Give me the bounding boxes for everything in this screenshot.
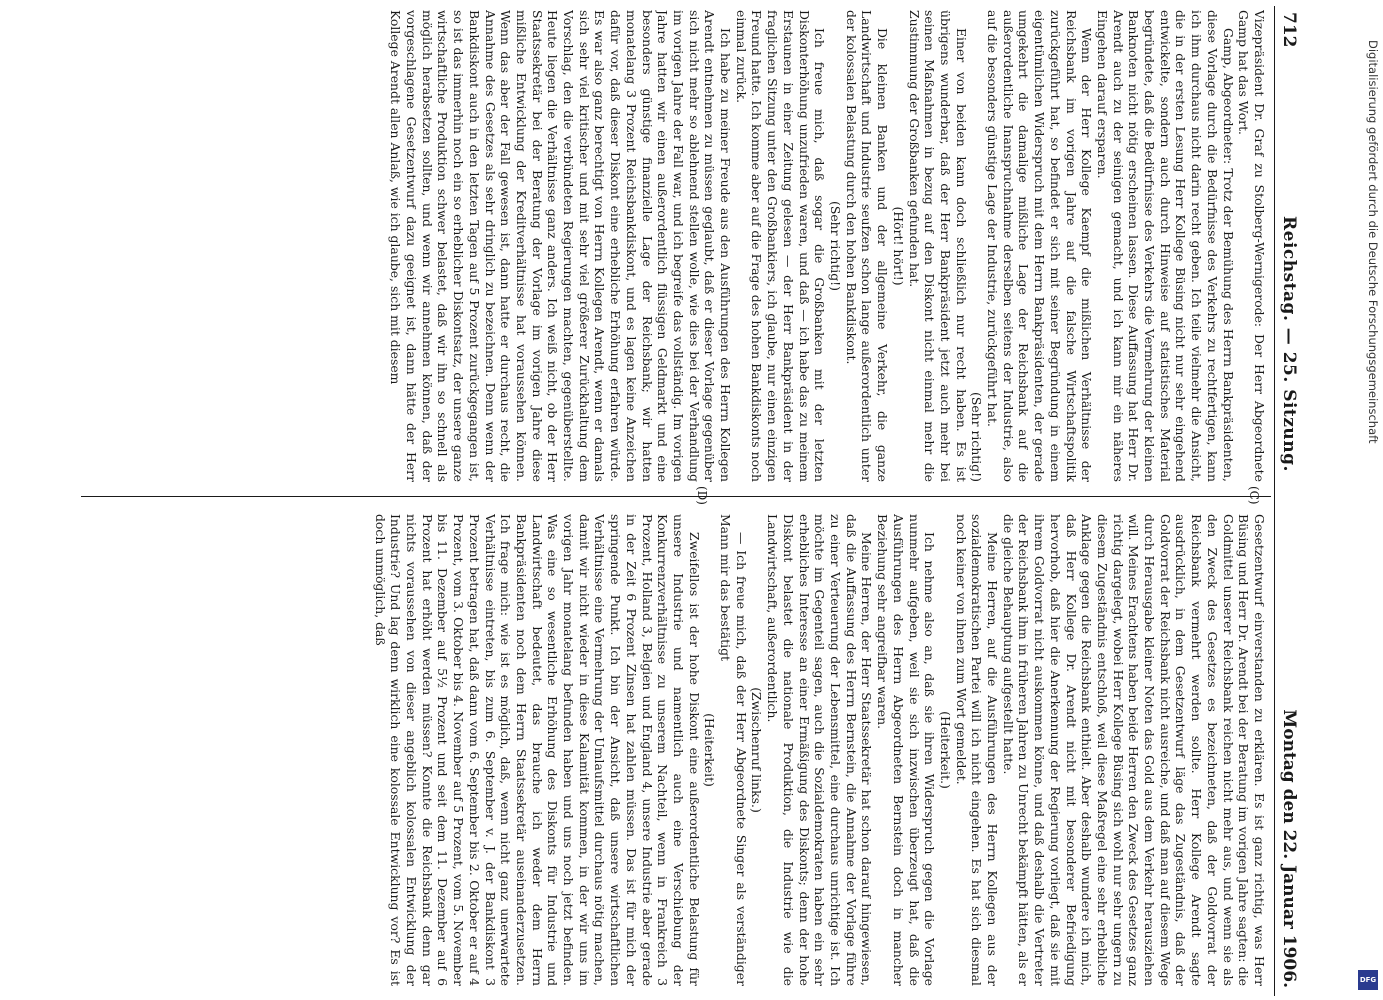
interjection: (Zwischenruf links.) xyxy=(749,687,765,813)
rotated-page xyxy=(75,6,1301,996)
page-header xyxy=(1274,6,1301,996)
paragraph: Gesetzentwurf einverstanden zu erklären. Es ist ganz richtig, was Herr Büsing und Herr Dr. Arendt bei der Beratung im vorigen Jahre sagten: die Goldmittel unserer Reichsbank reichen nicht mehr aus, und wenn sie als den Zweck des Gesetzes es bezeichneten, daß der Goldvorrat der Reichsbank vermehrt werden sollte. Herr Kollege Arendt sagte ausdrücklich, in dem Gesetzentwurf läge das Zugeständnis, daß der Goldvorrat der Reichsbank nicht ausreiche, und daß man auf diesem Wege durch Herausgabe kleiner Noten das Gold aus dem Verkehr herausziehen will. Meines Erachtens haben beide Herren den Zweck des Gesetzes ganz richtig dargelegt, wobei Herr Kollege Büsing sich wohl nur sehr ungern zu diesem Zugeständnis entschloß, weil diese Maßregel eine sehr erhebliche Anklage gegen die Reichsbank enthielt. Aber deshalb wundere ich mich, daß Herr Kollege Dr. Arendt nicht mit besonderer Befriedigung hervorhob, daß hier die Anerkennung der Regierung vorliegt, daß sie mit ihrem Goldvorrat nicht auskommen könne, und daß deshalb die Vertreter der Reichsbank ihm in früheren Jahren zu Unrecht bekämpft hätten, als er die gleiche Behauptung aufgestellt hatte. xyxy=(1000,514,1267,986)
margin-marker-c: (C) xyxy=(1247,486,1261,505)
paragraph: Einer von beiden kann doch schließlich nur recht haben. Es ist übrigens wunderbar, daß der Herr Bankpräsident jetzt auch mehr bei seinen Maßnahmen in bezug auf den Diskont nicht einmal mehr die Zustimmung der Großbanken gefunden hat. xyxy=(906,10,969,482)
session-date: Montag den 22. Januar 1906. xyxy=(1279,709,1299,988)
paragraph: Vizepräsident Dr. Graf zu Stolberg-Wernigerode: Der Herr Abgeordnete Gamp hat das Wort. xyxy=(1236,10,1267,482)
dfg-logo: DFG xyxy=(1358,970,1378,990)
digitization-credit xyxy=(1356,40,1380,996)
paragraph: Die kleinen Banken und der allgemeine Verkehr, die ganze Landwirtschaft und Industrie seufzen schon lange außerordentlich unter der kolossalen Belastung durch den hohen Bankdiskont. xyxy=(843,10,891,482)
page-number: 712 xyxy=(1279,12,1299,48)
paragraph: Meine Herren, auf die Ausführungen des Herrn Kollegen aus der sozialdemokratischen Partei will ich nicht eingehen. Es hat sich diesmal noch keiner von ihnen zum Wort gemeldet. xyxy=(953,514,1001,986)
interjection: (Sehr richtig!) xyxy=(969,392,985,482)
paragraph: Ich habe zu meiner Freude aus den Ausführungen des Herrn Kollegen Arendt entnehmen zu müssen geglaubt, daß er dieser Vorlage gegenüber sich nicht mehr so ablehnend stellen wolle, wie dies bei der Verhandlung im vorigen Jahre der Fall war, und ich begreife das vollständig. Im vorigen Jahre hatten wir einen außerordentlich flüssigen Geldmarkt und eine besonders günstige finanzielle Lage der Reichsbank; wir hatten monatelang 3 Prozent Reichsbankdiskont, und es lagen keine Anzeichen dafür vor, daß dieser Diskont eine erhebliche Erhöhung erfahren würde. Es war also ganz berechtigt von Herrn Kollegen Arendt, wenn er damals sich sehr viel kritischer und mit sehr viel größerer Zurückhaltung dem Vorschlag, den die verbündeten Regierungen machten, gegenüberstellte. Heute liegen die Verhältnisse ganz anders. Ich weiß nicht, ob der Herr Staatssekretär bei der Beratung der Vorlage im vorigen Jahre diese mißliche Entwicklung der Kreditverhältnisse hat voraussehen können. Wenn das aber der Fall gewesen ist, dann hatte er durchaus recht, die Annahme des Gesetzes als sehr dringlich zu bezeichnen. Denn wenn der Bankdiskont auch in den letzten Tagen auf 5 Prozent zurückgegangen ist, so ist das immerhin noch ein so erheblicher Diskontsatz, der unsere ganze wirtschaftliche Produktion schwer belastet, daß wir ihn so schnell als möglich herabsetzen sollten, und wenn wir annehmen können, daß der vorgeschlagene Gesetzentwurf dazu geeignet ist, dann hätte der Herr Kollege Arendt allen Anlaß, wie ich glaube, sich mit diesem xyxy=(388,10,734,482)
right-column xyxy=(87,514,1267,986)
interjection: (Heiterkeit) xyxy=(702,713,718,787)
interjection: (Sehr richtig!) xyxy=(828,201,844,291)
paragraph: Ich nehme also an, daß sie ihren Widerspruch gegen die Vorlage nunmehr aufgeben, weil sie sich inzwischen überzeugt hat, daß die Ausführungen des Herrn Abgeordneten Bernstein doch in mancher Beziehung sehr angreifbar waren. xyxy=(875,514,938,986)
interjection: (Heiterkeit.) xyxy=(937,711,953,789)
credit-text: Digitalisierung gefördert durch die Deutsche Forschungsgemeinschaft xyxy=(1366,40,1380,444)
paragraph: Gamp, Abgeordneter: Trotz der Bemühung des Herrn Bankpräsidenten, diese Vorlage durch die Bedürfnisse des Verkehrs zu rechtfertigen, kann ich ihm durchaus nicht darin recht geben. Ich teile vielmehr die Ansicht, die in der ersten Lesung Herr Kollege Büsing nicht nur sehr eingehend entwickelte, sondern auch durch Hinweise auf statistisches Material begründete, daß die Bedürfnisse des Verkehrs die Vermehrung der kleinen Banknoten nicht nötig erscheinen lassen. Diese Auffassung hat Herr Dr. Arendt auch zu der seinigen gemacht, und ich kann mir ein näheres Eingehen darauf ersparen. xyxy=(1094,10,1236,482)
interjection: (Hört! hört!) xyxy=(890,206,906,286)
paragraph: — Ich freue mich, daß der Herr Abgeordnete Singer als verständiger Mann mir das bestätigt xyxy=(718,514,749,986)
session-title: Reichstag. — 25. Sitzung. xyxy=(1279,216,1299,472)
paragraph: Meine Herren, der Herr Staatssekretär hat schon darauf hingewiesen, daß die Auffassung des Herrn Bernstein, die Annahme der Vorlage führe zu einer Verteuerung der Lebensmittel, eine durchaus unrichtige ist. Ich möchte im Gegenteil sagen, auch die Sozialdemokraten haben ein sehr erhebliches Interesse an einer Ermäßigung des Diskonts; denn der hohe Diskont belastet die nationale Produktion, die Industrie wie die Landwirtschaft, außerordentlich. xyxy=(765,514,875,986)
column-divider xyxy=(81,496,1271,497)
margin-marker-d: (D) xyxy=(695,486,709,505)
paragraph: Zweifellos ist der hohe Diskont eine außerordentliche Belastung für unsere Industrie und namentlich auch eine Verschiebung der Konkurrenzverhältnisse zu unserem Nachteil, wenn in Frankreich 3 Prozent, Holland 3, Belgien und England 4, unsere Industrie aber gerade in der Zeit 6 Prozent Zinsen hat zahlen müssen. Das ist für mich der springende Punkt. Ich bin der Ansicht, daß unsere wirtschaftlichen Verhältnisse eine Vermehrung der Umlaufsmittel durchaus nötig machen, damit wir nicht wieder in diese Kalamität kommen, in der wir uns im vorigen Jahr monatelang befunden haben und uns noch jetzt befinden. Was eine so wesentliche Erhöhung des Diskonts für Industrie und Landwirtschaft bedeutet, das brauche ich weder dem Herrn Bankpräsidenten noch dem Herrn Staatssekretär auseinanderzusetzen. Ich frage mich: wie ist es möglich, daß, wenn nicht ganz unerwartete Verhältnisse eintreten, bis zum 6. September v. J. der Bankdiskont 3 Prozent betragen hat, daß dann vom 6. September bis 2. Oktober er auf 4 Prozent, vom 3. Oktober bis 4. November auf 5 Prozent, vom 5. November bis 11. Dezember auf 5½ Prozent und seit dem 11. Dezember auf 6 Prozent hat erhöht werden müssen? Konnte die Reichsbank denn gar nichts voraussehen von dieser angeblich kolossalen Entwicklung der Industrie? Und lag denn wirklich eine kolossale Entwicklung vor? Es ist doch unmöglich, daß xyxy=(372,514,702,986)
paragraph: Ich freue mich, daß sogar die Großbanken mit der letzten Diskonterhöhung unzufrieden waren, und daß — ich habe das zu meinem Erstaunen in einer Zeitung gelesen — der Herr Bankpräsident in der fraglichen Sitzung unter den Großbankiers, ich glaube, nur einen einzigen Freund hatte. Ich komme aber auf die Frage des hohen Bankdiskonts noch einmal zurück. xyxy=(733,10,828,482)
paragraph: Wenn der Herr Kollege Kaempf die mißlichen Verhältnisse der Reichsbank im vorigen Jahre auf die falsche Wirtschaftspolitik zurückgeführt hat, so befindet er sich mit seiner Begründung in einem eigentümlichen Widerspruch mit dem Herrn Bankpräsidenten, der gerade umgekehrt die damalige mißliche Lage der Reichsbank auf die außerordentliche Inanspruchnahme derselben seitens der Industrie, also auf die besonders günstige Lage der Industrie, zurückgeführt hat. xyxy=(985,10,1095,482)
left-column xyxy=(87,10,1267,482)
